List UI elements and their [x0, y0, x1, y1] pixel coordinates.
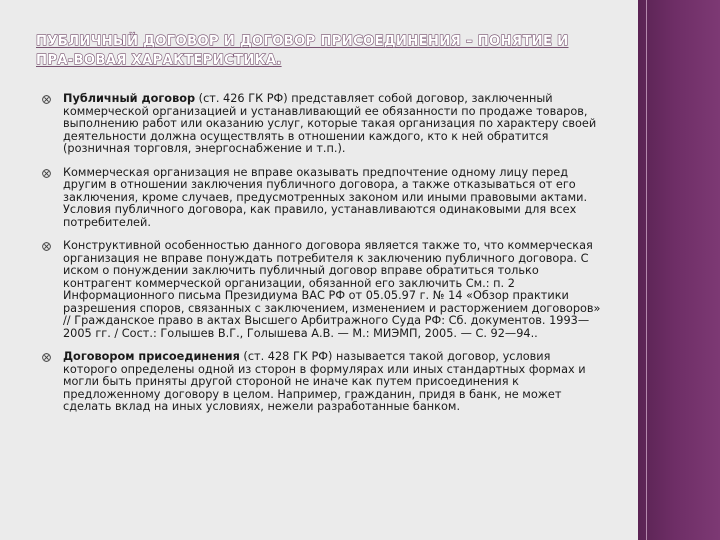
circled-cross-bullet-icon	[42, 95, 51, 104]
bullet-text: Конструктивной особенностью данного договора является также то, что коммерческая организация не вправе понуждать потребителя к заключению публичного договора. С иском о понуждении заключить публичный договор вправе обратиться только контрагент коммерческой организации, обязанной его заключить См.: п. 2 Информационного письма Президиума ВАС РФ от 05.05.97 г. № 14 «Обзор практики разрешения споров, связанных с заключением, изменением и расторжением договоров» // Гражданское право в актах Высшего Арбитражного Суда РФ: Сб. документов. 1993—2005 гг. / Сост.: Голышев В.Г., Голышева А.В. — М.: МИЭМП, 2005. — С. 92—94..	[63, 239, 601, 340]
bullet-term: Публичный договор	[63, 92, 196, 105]
bullet-list	[42, 93, 602, 425]
bullet-item	[42, 351, 602, 414]
decorative-sidebar	[638, 0, 720, 540]
bullet-item	[42, 240, 602, 340]
bullet-item	[42, 93, 602, 156]
circled-cross-bullet-icon	[42, 242, 51, 251]
bullet-text: Коммерческая организация не вправе оказывать предпочтение одному лицу перед другим в отношении заключения публичного договора, а также отказываться от его заключения, кроме случаев, предусмотренных законом или иными правовыми актами. Условия публичного договора, как правило, устанавливаются одинаковыми для всех потребителей.	[63, 165, 588, 229]
bullet-text: (ст. 426 ГК РФ) представляет собой договор, заключенный коммерческой организацией и устанавливающий ее обязанности по продаже товаров, выполнению работ или оказанию услуг, которые такая организация по характеру своей деятельности должна осуществлять в отношении каждого, кто к ней обратится (розничная торговля, энергоснабжение и т.п.).	[63, 92, 597, 155]
bullet-text: (ст. 428 ГК РФ) называется такой договор, условия которого определены одной из сторон в формулярах или иных стандартных формах и могли быть приняты другой стороной не иначе как путем присоединения к предложенному договору в целом. Например, гражданин, придя в банк, не может сделать вклад на иных условиях, нежели разработанные банком.	[63, 350, 586, 413]
sidebar-divider-line	[646, 0, 647, 540]
circled-cross-bullet-icon	[42, 169, 51, 178]
bullet-item	[42, 167, 602, 230]
circled-cross-bullet-icon	[42, 353, 51, 362]
slide-title: ПУБЛИЧНЫЙ ДОГОВОР И ДОГОВОР ПРИСОЕДИНЕНИЯ – ПОНЯТИЕ И ПРА-ВОВАЯ ХАРАКТЕРИСТИКА.	[36, 34, 569, 68]
bullet-term: Договором присоединения	[63, 350, 240, 363]
